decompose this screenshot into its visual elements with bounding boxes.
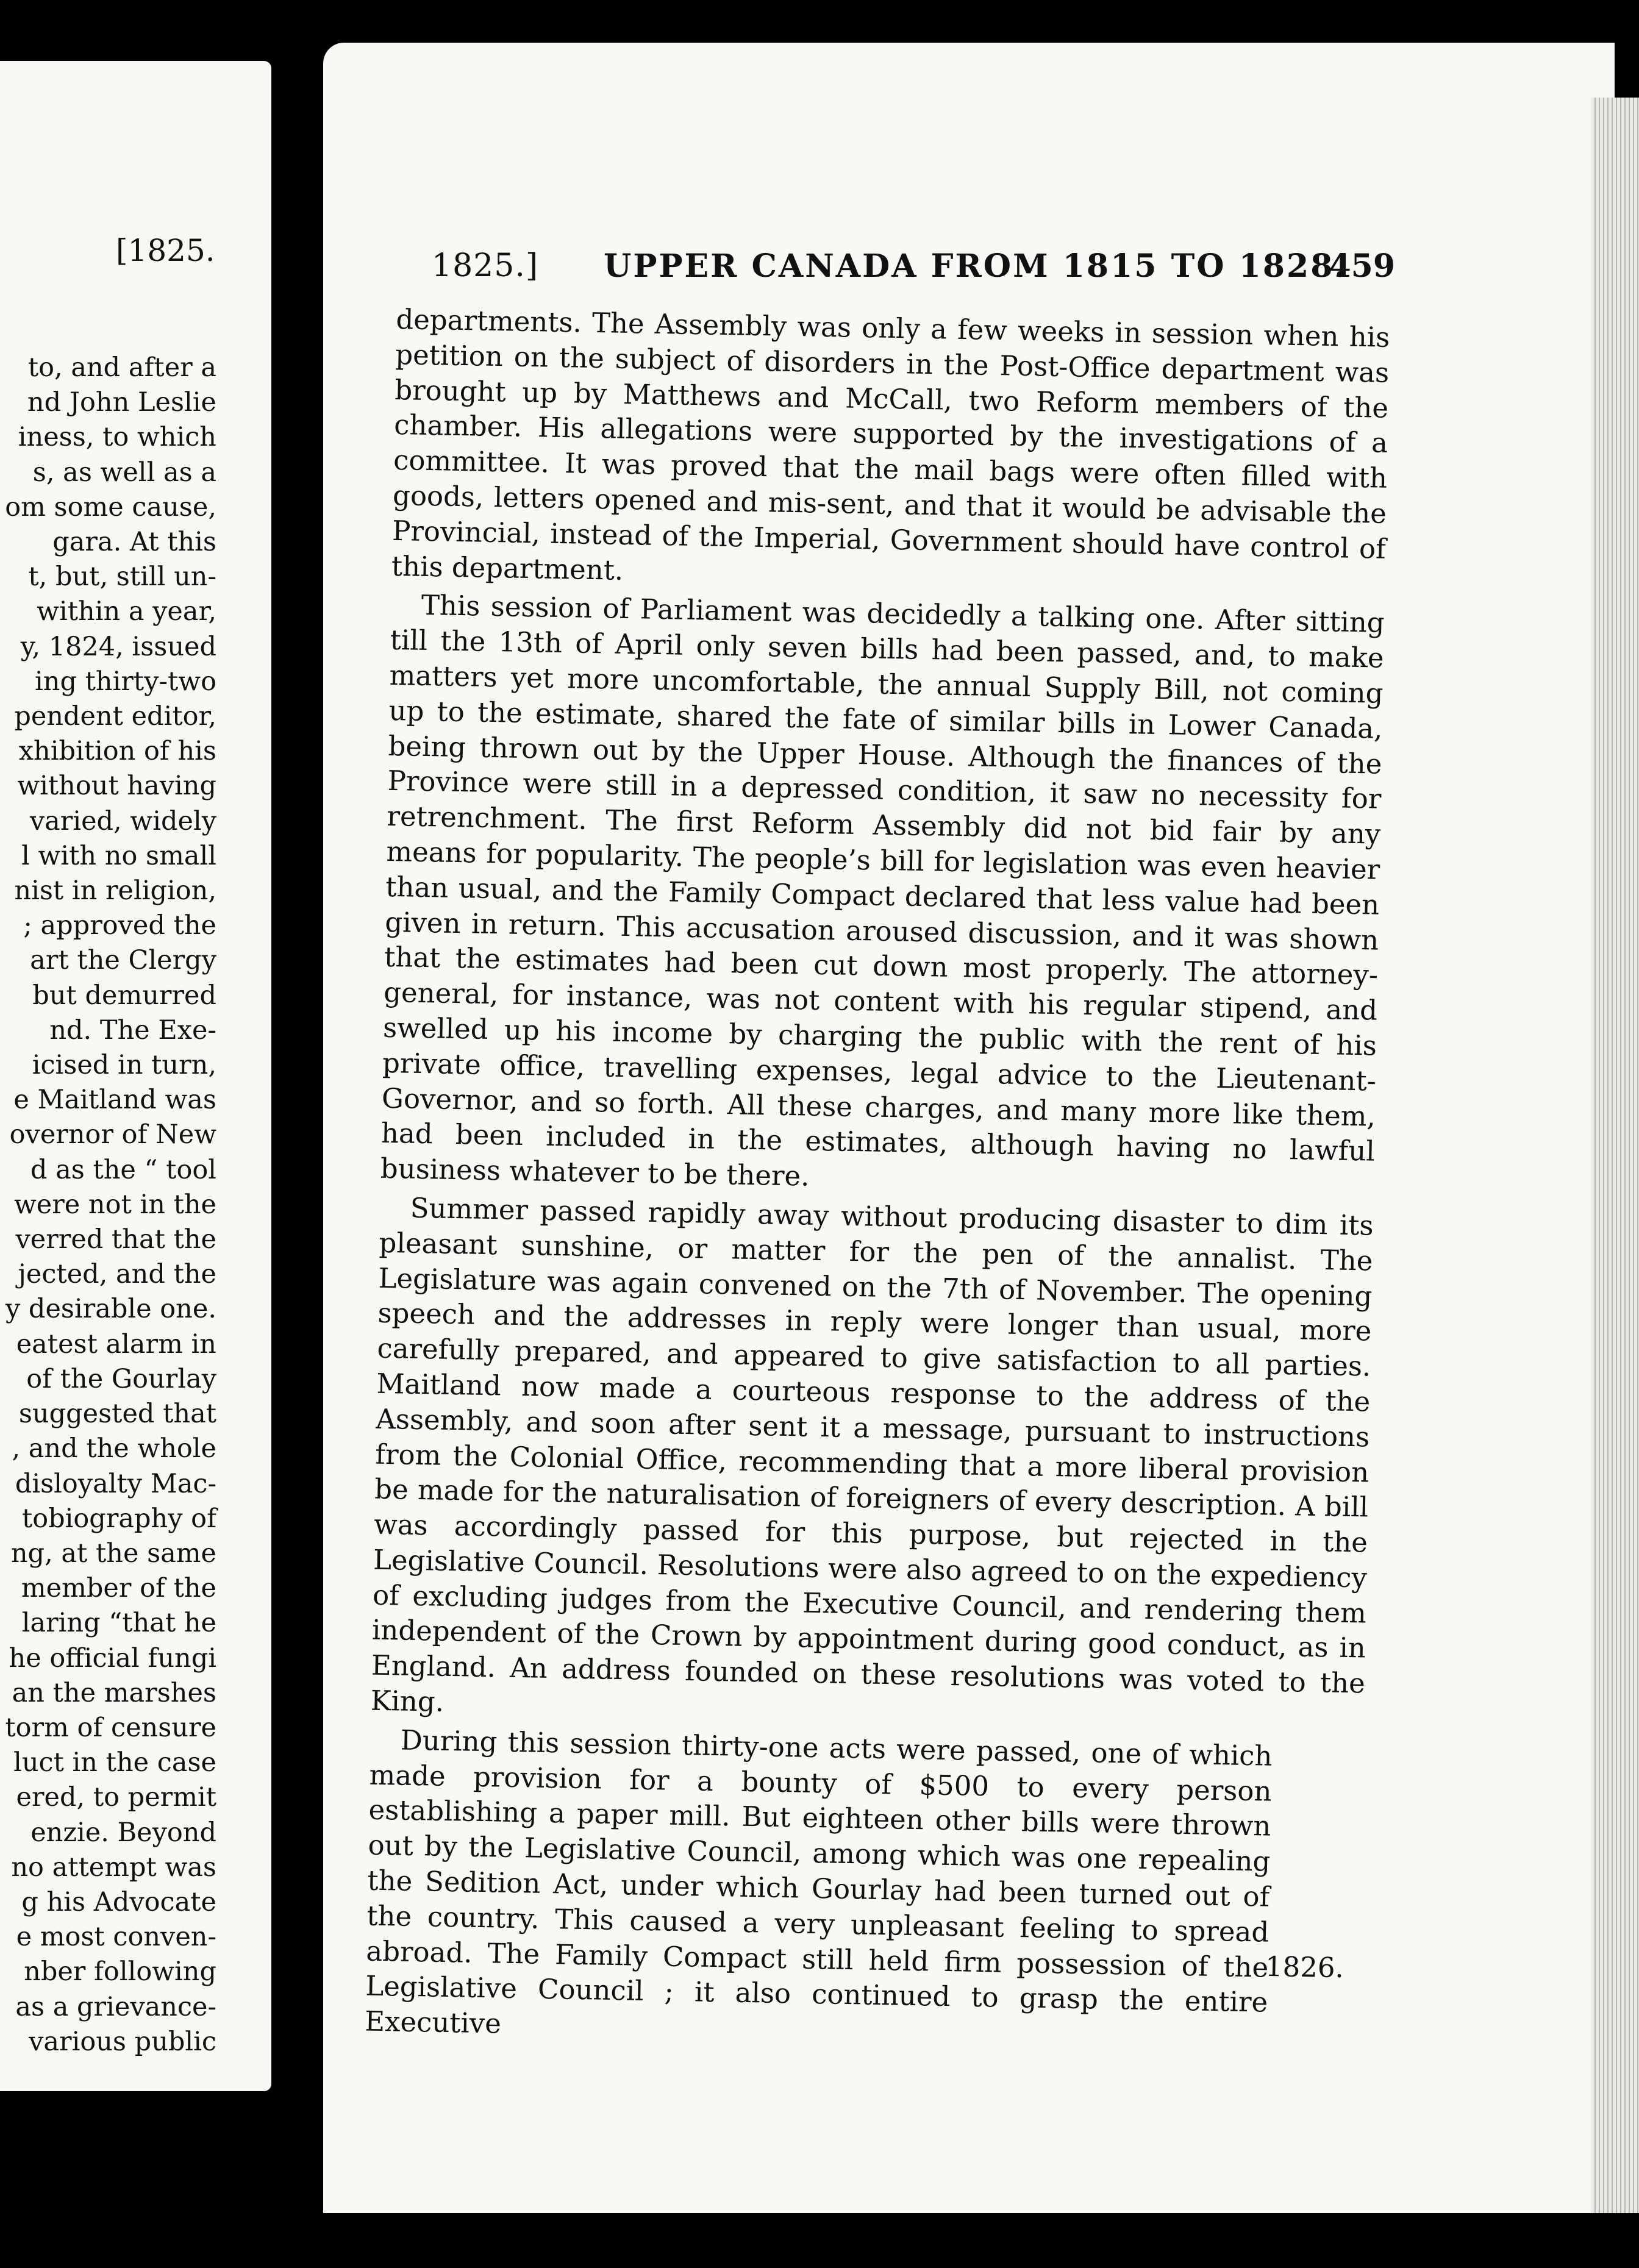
left-page-line: ing thirty-two [35, 666, 216, 697]
left-page-line: disloyalty Mac- [15, 1468, 216, 1499]
left-page-line: within a year, [37, 596, 216, 627]
left-page-line: torm of censure [5, 1712, 216, 1743]
left-page-line: suggested that [18, 1399, 216, 1430]
left-page-line: l with no small [21, 840, 216, 871]
left-page-line: nber following [24, 1956, 216, 1988]
left-page-line: to, and after a [27, 352, 216, 383]
left-page-line: art the Clergy [30, 945, 216, 976]
left-page [0, 61, 271, 2091]
header-year: 1825.] [432, 248, 539, 284]
left-page-line: ; approved the [23, 910, 216, 941]
left-page-line: varied, widely [29, 805, 216, 836]
left-page-line: s, as well as a [32, 457, 216, 488]
left-page-header: [1825. [116, 233, 215, 268]
left-page-line: an the marshes [12, 1677, 216, 1708]
body-text [365, 302, 1390, 2061]
paragraph: During this session thirty-one acts were passed, one of which made provision for a bounty of $500 to every person establishing a paper mill. But eighteen other bills were thrown out by the Legislative Council, among which was one repealing the Sedition Act, under which Gourlay had been turned out of the country. This caused a very unpleasant feeling to spread abroad. The Family Compact still held firm possession of the Legislative Council ; it also continued to grasp the entire Executive [364, 1724, 1273, 2040]
left-page-text [0, 351, 216, 2059]
header-title: UPPER CANADA FROM 1815 TO 1828. [604, 248, 1348, 285]
left-page-line: gara. At this [52, 527, 216, 558]
left-page-line: pendent editor, [14, 701, 216, 732]
left-page-line: he official fungi [9, 1642, 216, 1674]
left-page-line: xhibition of his [18, 736, 216, 767]
left-page-line: were not in the [14, 1189, 216, 1220]
paragraph: departments. The Assembly was only a few weeks in session when his petition on the subject of disorders in the Post-Office department was brought up by Matthews and McCall, two Reform members of the chamber. His allegations were supported by the investigations of a committee. It was proved that the mail bags were often filled with goods, letters opened and mis-sent, and that it would be advisable the Provincial, instead of the Imperial, Government should have control of this department. [391, 302, 1390, 587]
left-page-line: various public [29, 2026, 216, 2057]
left-page-line: nist in religion, [14, 875, 216, 907]
left-page-line: but demurred [32, 980, 216, 1011]
left-page-line: y, 1824, issued [20, 631, 216, 662]
left-page-line: enzie. Beyond [30, 1817, 216, 1848]
left-page-line: overnor of New [9, 1119, 216, 1150]
left-page-line: t, but, still un- [28, 562, 216, 593]
left-page-line: eatest alarm in [16, 1328, 216, 1360]
left-page-line: e most conven- [16, 1922, 216, 1953]
running-header [432, 248, 1395, 290]
left-page-line: e Maitland was [13, 1085, 216, 1116]
left-page-line: nd John Leslie [27, 387, 216, 418]
left-page-line: as a grievance- [15, 1991, 216, 2022]
paragraph: This session of Parliament was decidedly a talking one. After sitting till the 13th of April only seven bills had been passed, and, to make matters yet more uncomfortable, the annual Supply Bill, not coming up to the estimate, shared the fate of similar bills in Lower Canada, being thrown out by the Upper House. Although the finances of the Province were still in a depressed condition, it saw no necessity for retrenchment. The first Reform Assembly did not bid fair by any means for popularity. The people’s bill for legislation was even heavier than usual, and the Family Compact declared that less value had been given in return. This accusation aroused discussion, and it was shown that the estimates had been cut down most properly. The attorney-general, for instance, was not content with his regular stipend, and swelled up his income by charging the public with the rent of his private office, travelling expenses, legal advice to the Lieutenant-Governor, and so forth. All these charges, and many more like them, had been included in the estimates, although having no lawful business whatever to be there. [380, 589, 1385, 1193]
left-page-line: nd. The Exe- [49, 1015, 216, 1046]
left-page-line: ng, at the same [10, 1538, 216, 1569]
left-page-line: verred that the [15, 1224, 216, 1255]
left-page-line: ered, to permit [16, 1782, 216, 1813]
left-page-line: member of the [21, 1573, 216, 1604]
left-page-line: om some cause, [5, 491, 216, 522]
left-page-line: iness, to which [18, 422, 216, 453]
left-page-line: without having [17, 771, 216, 802]
left-page-line: icised in turn, [32, 1050, 216, 1081]
left-page-line: tobiography of [21, 1503, 216, 1534]
left-page-line: luct in the case [13, 1747, 216, 1778]
paragraph: Summer passed rapidly away without producing disaster to dim its pleasant sunshine, or matter for the pen of the annalist. The Legislature was again convened on the 7th of November. The opening speech and the addresses in reply were longer than usual, more carefully prepared, and appeared to give satisfaction to all parties. Maitland now made a courteous response to the address of the Assembly, and soon after sent it a message, pursuant to instructions from the Colonial Office, recommending that a more liberal provision be made for the naturalisation of foreigners of every description. A bill was accordingly passed for this purpose, but rejected in the Legislative Council. Resolutions were also agreed to on the expediency of excluding judges from the Executive Council, and rendering them independent of the Crown by appointment during good conduct, as in England. An address founded on these resolutions was voted to the King. [370, 1191, 1374, 1718]
left-page-line: g his Advocate [21, 1886, 216, 1917]
page-number: 459 [1329, 248, 1395, 285]
left-page-line: , and the whole [12, 1433, 216, 1464]
margin-note-year: 1826. [1265, 1950, 1344, 1984]
left-page-line: jected, and the [18, 1259, 216, 1290]
page-edges [1591, 98, 1639, 2213]
left-page-line: no attempt was [11, 1852, 216, 1883]
left-page-line: d as the “ tool [30, 1154, 216, 1185]
left-page-line: laring “that he [21, 1608, 216, 1639]
left-page-line: y desirable one. [5, 1294, 216, 1325]
left-page-line: of the Gourlay [26, 1363, 216, 1394]
